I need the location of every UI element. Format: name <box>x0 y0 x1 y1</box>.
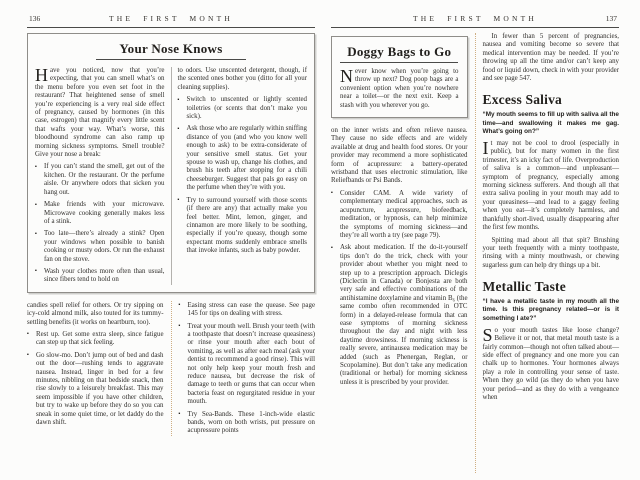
box-title-rule <box>340 62 458 63</box>
drop-cap: I <box>482 138 489 159</box>
box-column-2 <box>171 67 308 285</box>
body-column-2 <box>475 33 620 473</box>
box-continuation-text: to odors. Use unscented detergent, though, if the scented ones bother you (ditto for all your cleaning supplies). <box>177 67 307 91</box>
bullet-item: ▪ If you can’t stand the smell, get out of the kitchen. Or the restaurant. Or the perfume aisle. Or anywhere odors that sicken you hang out. <box>35 163 165 197</box>
bullet-item: ▪ Rest up. Get some extra sleep, since fatigue can step up that sick feeling. <box>27 331 164 348</box>
body-column-2 <box>171 301 316 436</box>
bullet-item: ▪ Make friends with your microwave. Microwave cooking generally makes less of a stink. <box>35 201 165 226</box>
bullet-item: ▪ Consider CAM. A wide variety of complementary medical approaches, such as acupuncture, acupressure, biofeedback, meditation, or hypnosis, can help minimize the symptoms of morning sickness—and they’re all worth a try (see page 79). <box>331 190 468 240</box>
section-heading-metallic-taste: Metallic Taste <box>482 279 566 295</box>
body-paragraph: candies spell relief for others. Or try sipping on icy-cold almond milk, also touted for its tummy-settling benefits (it works on heartburn, too). <box>27 301 164 326</box>
doggy-bags-box <box>331 36 468 118</box>
running-head: THE FIRST MONTH <box>412 14 538 23</box>
reader-quote: “I have a metallic taste in my mouth all the time. Is this pregnancy related—or is it something I ate?” <box>482 298 619 322</box>
box-intro-text: ave you noticed, now that you’re expecting, that you can smell what’s on the menu before you even set foot in the restaurant? That heightened sense of smell you’re experiencing is a very real side effect of pregnancy, caused by hormones (in this case, estrogen) that magnify every little scent that wafts your way. What’s worse, this bloodhound syndrome can also ramp up morning sickness symptoms. Smell trouble? Give your nose a break: <box>35 67 165 159</box>
box-paragraph <box>332 68 467 117</box>
bullet-item: ▪ Ask those who are regularly within sniffing distance of you (and who you know well enough to ask) to be extra-considerate of your sensitive smell status. Get your spouse to wash up, change his clothes, and brush his teeth after stopping for a chili cheeseburger. Suggest that pals go easy on the perfume when they’re with you. <box>178 125 308 192</box>
reader-quote: “My mouth seems to fill up with saliva all the time—and swallowing it makes me gag. What’s going on?” <box>482 111 619 135</box>
box-column-1 <box>35 67 171 285</box>
body-paragraph <box>482 324 620 403</box>
box-title: Doggy Bags to Go <box>347 44 452 59</box>
body-paragraph <box>483 140 620 232</box>
bullet-item: ▪ Go slow-mo. Don’t jump out of bed and dash out the door—rushing tends to aggravate nausea. Instead, linger in bed for a few minutes, nibbling on that bedside snack, then rise slowly to a leisurely breakfast. This may seem impossible if you have other children, but try to wake up before they do so you can sneak in some quiet time, or let daddy do the dawn shift. <box>27 352 164 428</box>
box-title: Your Nose Knows <box>119 41 223 56</box>
box-intro-paragraph <box>35 67 165 159</box>
right-page-body-columns <box>331 33 619 473</box>
drop-cap: H <box>35 65 48 85</box>
section-heading-excess-saliva: Excess Saliva <box>482 92 562 108</box>
body-paragraph: In fewer than 5 percent of pregnancies, nausea and vomiting become so severe that medical intervention may be needed. If you’re throwing up all the time and/or can’t keep any food or liquid down, check in with your provider and see page 547. <box>482 33 619 83</box>
bullet-item: ▪ Treat your mouth well. Brush your teeth (with a toothpaste that doesn’t increase queasiness) or rinse your mouth after each bout of vomiting, as well as after each meal (ask your dentist to recommend a good rinse). This will not only help keep your mouth fresh and reduce nausea, but decrease the risk of damage to teeth or gums that can occur when bacteria feast on regurgitated residue in your mouth. <box>179 323 316 407</box>
body-column-1 <box>27 301 171 436</box>
drop-cap: S <box>482 324 493 345</box>
box-title-rule <box>96 59 246 60</box>
body-column-1 <box>331 33 475 473</box>
bullet-item: ▪ Switch to unscented or lightly scented toiletries (or scents that don’t make you sick). <box>178 96 308 121</box>
bullet-item: ▪ Wash your clothes more often than usual, since fibers tend to hold on <box>35 268 165 285</box>
left-page-body-columns <box>27 301 315 436</box>
body-paragraph: Spitting mad about all that spit? Brushing your teeth frequently with a minty toothpaste, rinsing with a minty mouthwash, or chewing sugarless gum can help dry things up a bit. <box>482 236 619 269</box>
left-page-header <box>27 14 315 28</box>
right-page-header <box>331 14 619 28</box>
drop-cap: N <box>340 66 353 86</box>
bullet-item: ▪ Ask about medication. If the do-it-yourself tips don’t do the trick, check with your provider about whether you might need to step up to a prescription approach. Diclegis (Diclectin in Canada) or Bonjesta are both very safe and effective combinations of the antihistamine doxylamine and vitamin B₆ (the same combo often recommended in OTC form) in a delayed-release formula that can ease symptoms of morning sickness throughout the day and night with less daytime drowsiness. If morning sickness is really severe, antinausea medication may be added (such as Phenergan, Reglan, or Scopolamine). But don’t take any medication (traditional or herbal) for morning sickness unless it is prescribed by your provider. <box>331 244 468 387</box>
right-page <box>331 14 619 476</box>
bullet-item: ▪ Easing stress can ease the quease. See page 145 for tips on dealing with stress. <box>179 302 316 319</box>
box-text: ever know when you’re going to throw up next? Dog poop bags are a convenient option when you’re nowhere near a toilet—or the next exit. Keep a stash with you wherever you go. <box>340 68 459 109</box>
body-paragraph: on the inner wrists and often relieve nausea. They cause no side effects and are widely available at drug and health food stores. Or your provider may recommend a more sophisticated form of acupressure: a battery-operated wristband that uses electronic stimulation, like Reliefbands or Psi Bands. <box>331 127 468 185</box>
left-page <box>27 14 315 476</box>
bullet-item: ▪ Too late—there’s already a stink? Open your windows when possible to banish cooking or musty odors. Or run the exhaust fan on the stove. <box>35 230 165 264</box>
section-body-text: t may not be cool to drool (especially in public), but for many women in the first trimester, it’s an icky fact of life. Overproduction of saliva is a common—and unpleasant—symptom of pregnancy, especially among morning sickness sufferers. And though all that extra saliva pooling in your mouth may add to your queasiness—and lead to a gaggy feeling when you eat—it’s completely harmless, and thankfully short-lived, usually disappearing after the first few months. <box>482 140 619 232</box>
bullet-item: ▪ Try to surround yourself with those scents (if there are any) that actually make you feel better. Mint, lemon, ginger, and cinnamon are more likely to be soothing, especially if you’re queasy, though some expectant moms suddenly embrace smells that invoke infants, such as baby powder. <box>178 197 308 256</box>
bullet-item: ▪ Try Sea-Bands. These 1-inch-wide elastic bands, worn on both wrists, put pressure on acupressure points <box>179 411 316 436</box>
your-nose-knows-box <box>27 33 315 293</box>
page-number: 136 <box>29 14 41 23</box>
section-body-text: o your mouth tastes like loose change? Believe it or not, that metal mouth taste is a fairly common—though not often talked about—side effect of pregnancy and one more you can chalk up to hormones. Your hormones always play a role in controlling your sense of taste. When they go wild (as they do when you have your period—and as they do with a vengeance when <box>482 326 619 401</box>
page-number: 137 <box>605 14 617 23</box>
running-head: THE FIRST MONTH <box>108 14 234 23</box>
